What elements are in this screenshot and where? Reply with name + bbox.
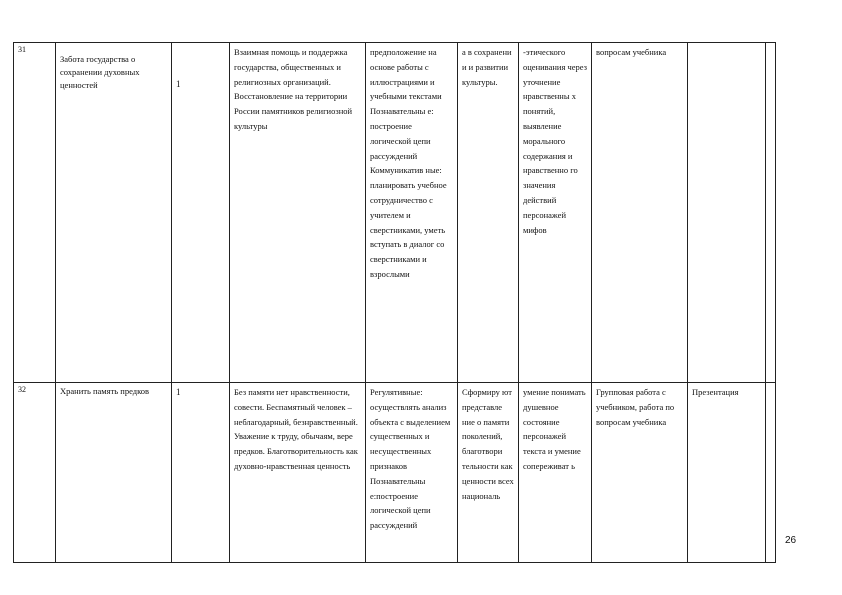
lesson-resources: Презентация xyxy=(688,383,766,563)
lesson-topic: Забота государства о сохранении духовных ценностей xyxy=(56,43,172,383)
lesson-plan-table xyxy=(13,42,776,563)
lesson-personal-results: Сформиру ют представле ние о памяти поколений, благотвори тельности как ценности всех националь xyxy=(458,383,519,563)
lesson-content: Взаимная помощь и поддержка государства, общественных и религиозных организаций. Восстановление на территории России памятников религиозной культуры xyxy=(230,43,366,383)
table-row xyxy=(14,43,776,383)
lesson-activity: вопросам учебника xyxy=(592,43,688,383)
lesson-extra xyxy=(766,43,776,383)
lesson-resources xyxy=(688,43,766,383)
lesson-uud: Регулятивные: осуществлять анализ объекта с выделением существенных и несущественных признаков Познавательны е:построение логической цепи рассуждений xyxy=(366,383,458,563)
lesson-number: 32 xyxy=(14,383,56,563)
lesson-number: 31 xyxy=(14,43,56,383)
lesson-uud: предположение на основе работы с иллюстрациями и учебными текстами Познавательны е: построение логической цепи рассуждений Коммуникатив ные: планировать учебное сотрудничество с учителем и сверстниками, уметь вступать в диалог со сверстниками и взрослыми xyxy=(366,43,458,383)
lesson-personal-results: а в сохранени и и развитии культуры. xyxy=(458,43,519,383)
lesson-topic: Хранить память предков xyxy=(56,383,172,563)
lesson-activity: Групповая работа с учебником, работа по вопросам учебника xyxy=(592,383,688,563)
lesson-extra xyxy=(766,383,776,563)
lesson-hours: 1 xyxy=(172,383,230,563)
lesson-hours: 1 xyxy=(172,43,230,383)
lesson-content: Без памяти нет нравственности, совести. Беспамятный человек – неблагодарный, безнравственный. Уважение к труду, обычаям, вере предков. Благотворительность как духовно-нравственная ценность xyxy=(230,383,366,563)
lesson-subject-results: умение понимать душевное состояние персонажей текста и умение сопереживат ь xyxy=(519,383,592,563)
lesson-subject-results: -этического оценивания через уточнение нравственны х понятий, выявление морального содержания и нравственно го значения действий персонажей мифов xyxy=(519,43,592,383)
table-row xyxy=(14,383,776,563)
page-number: 26 xyxy=(785,535,797,546)
